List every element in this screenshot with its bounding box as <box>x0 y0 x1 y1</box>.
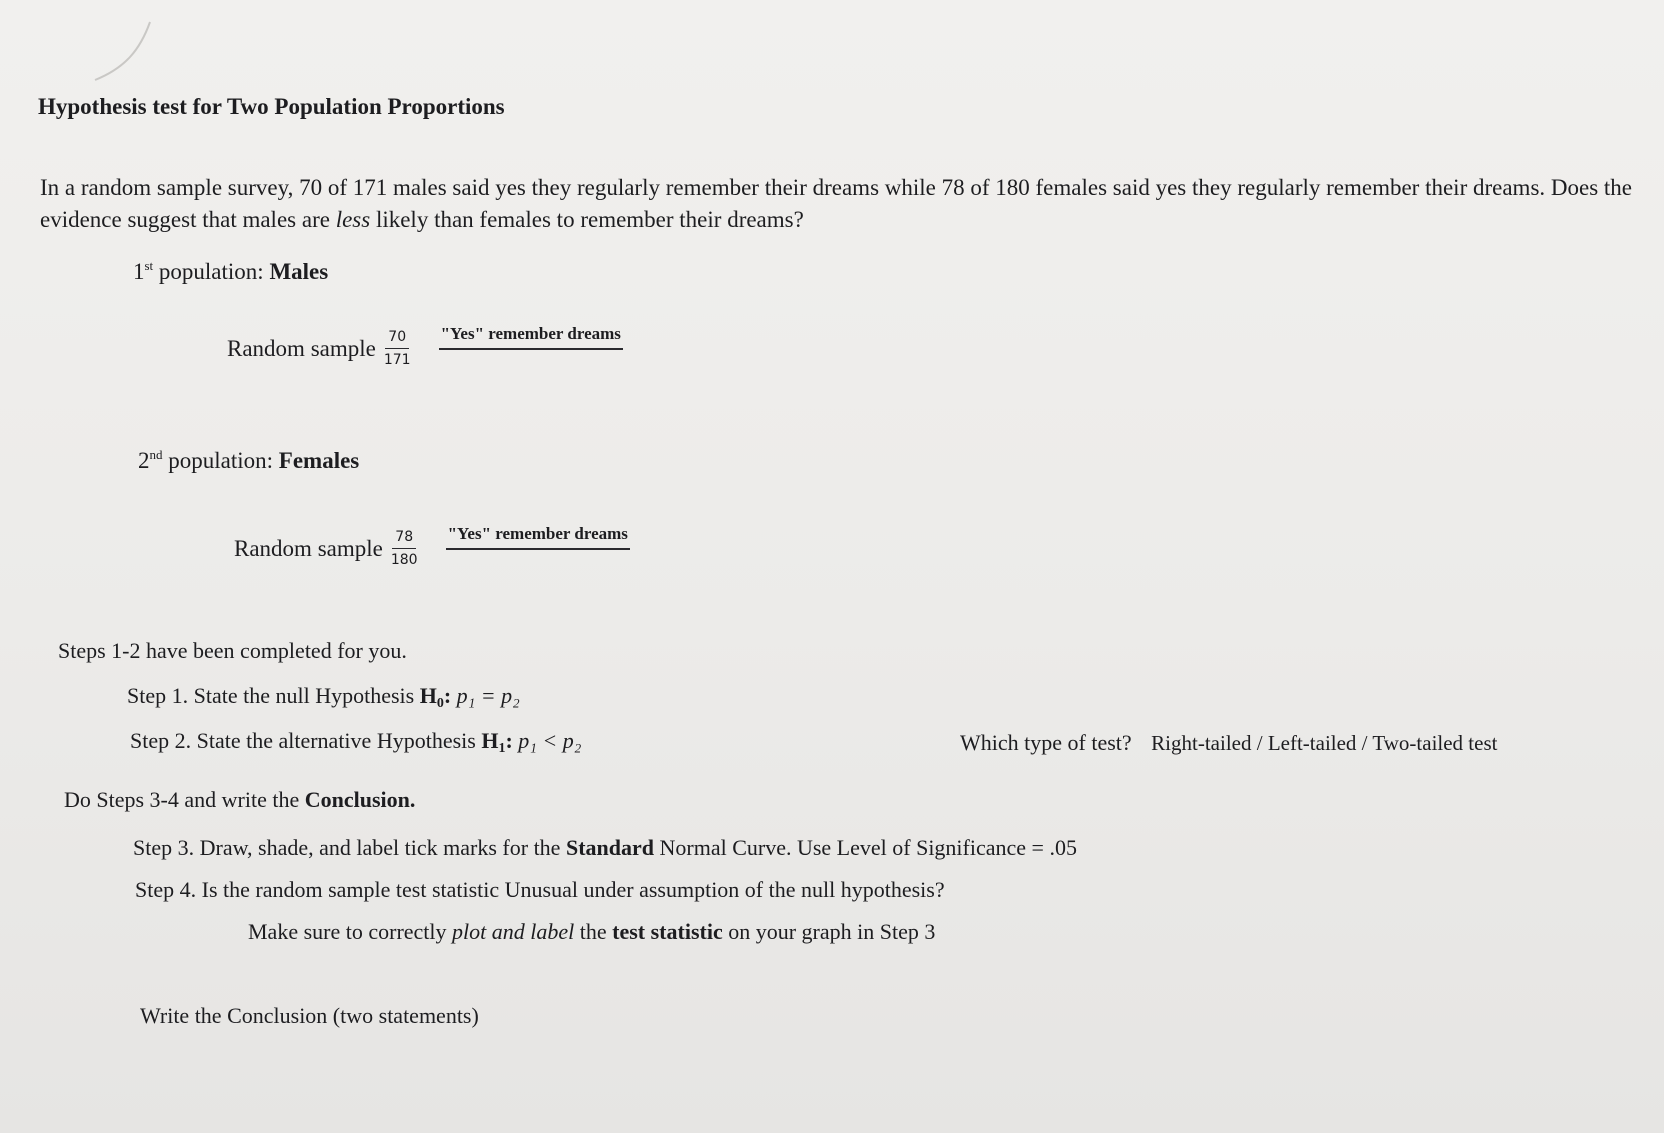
sample-fraction <box>391 530 418 568</box>
ordinal-suffix: st <box>144 258 154 273</box>
population-1-sample <box>227 324 623 368</box>
step-3-text: Step 3. Draw, shade, and label tick marks for the <box>133 835 566 860</box>
population-name: Males <box>269 259 329 284</box>
note-text: Make sure to correctly <box>248 919 453 944</box>
null-hypothesis-subscript: 0 <box>436 696 444 711</box>
sample-label: Random sample <box>234 536 383 561</box>
steps-1-2-heading: Steps 1-2 have been completed for you. <box>58 638 407 663</box>
test-type-question <box>960 730 1497 756</box>
step-1-text: Step 1. State the null Hypothesis <box>127 683 420 708</box>
alt-hypothesis-symbol: H <box>481 728 499 753</box>
alt-hypothesis-subscript: 1 <box>498 741 506 756</box>
fraction-numerator: 78 <box>392 530 416 549</box>
fraction-denominator: 180 <box>390 552 418 568</box>
ordinal-number: 2 <box>138 448 150 473</box>
fraction-numerator: 70 <box>385 330 409 349</box>
step-2-text: Step 2. State the alternative Hypothesis <box>130 728 482 753</box>
test-statistic-note <box>248 919 935 945</box>
population-2-heading <box>138 447 359 474</box>
step-4: Step 4. Is the random sample test statistic Unusual under assumption of the null hypothesis? <box>135 877 945 902</box>
note-emphasis: plot and label <box>452 919 575 944</box>
population-label: population: <box>158 259 264 284</box>
yes-remember-label: "Yes" remember dreams <box>446 524 630 550</box>
ordinal-suffix: nd <box>149 447 163 462</box>
steps-3-4-heading <box>64 787 415 813</box>
population-name: Females <box>278 448 360 473</box>
step-3-text-end: Normal Curve. Use Level of Significance = .05 <box>654 835 1077 860</box>
pen-stroke-mark <box>0 0 220 100</box>
conclusion-bold: Conclusion. <box>304 787 416 812</box>
step-3 <box>133 835 1077 861</box>
test-type-prompt: Which type of test? <box>960 730 1132 755</box>
null-hypothesis-symbol: H <box>419 683 437 708</box>
intro-text-end: likely than females to remember their dreams? <box>370 207 804 232</box>
null-hypothesis-expression: p₁ = p₂ <box>456 683 520 708</box>
write-conclusion-prompt: Write the Conclusion (two statements) <box>140 1003 479 1028</box>
page-title: Hypothesis test for Two Population Proportions <box>38 94 505 119</box>
test-statistic-bold: test statistic <box>612 919 723 944</box>
fraction-denominator: 171 <box>383 352 411 368</box>
sample-fraction <box>384 330 411 368</box>
step-2: Step 2. State the alternative Hypothesis $H_1$: p₁ < p₂ <box>130 728 582 756</box>
problem-statement <box>40 172 1650 236</box>
ordinal-number: 1 <box>133 259 145 284</box>
population-label: population: <box>168 448 274 473</box>
population-2-sample <box>234 524 630 568</box>
yes-remember-label: "Yes" remember dreams <box>439 324 623 350</box>
alt-hypothesis-expression: p₁ < p₂ <box>518 728 582 753</box>
test-type-options: Right-tailed / Left-tailed / Two-tailed test <box>1151 731 1498 755</box>
population-1-heading <box>133 258 328 285</box>
standard-bold: Standard <box>565 835 654 860</box>
note-text-end: on your graph in Step 3 <box>722 919 936 944</box>
note-text-mid: the <box>574 919 613 944</box>
step-1: Step 1. State the null Hypothesis $H_0$: p₁ = p₂ <box>127 683 520 711</box>
sample-label: Random sample <box>227 336 376 361</box>
intro-emphasis: less <box>335 207 371 232</box>
steps-3-4-text: Do Steps 3-4 and write the <box>64 787 305 812</box>
intro-text: In a random sample survey, 70 of 171 males said yes they regularly remember their dreams while 78 of 180 females said yes they regularly remember their dreams. Does the evidence suggest that males are <box>40 175 1633 232</box>
